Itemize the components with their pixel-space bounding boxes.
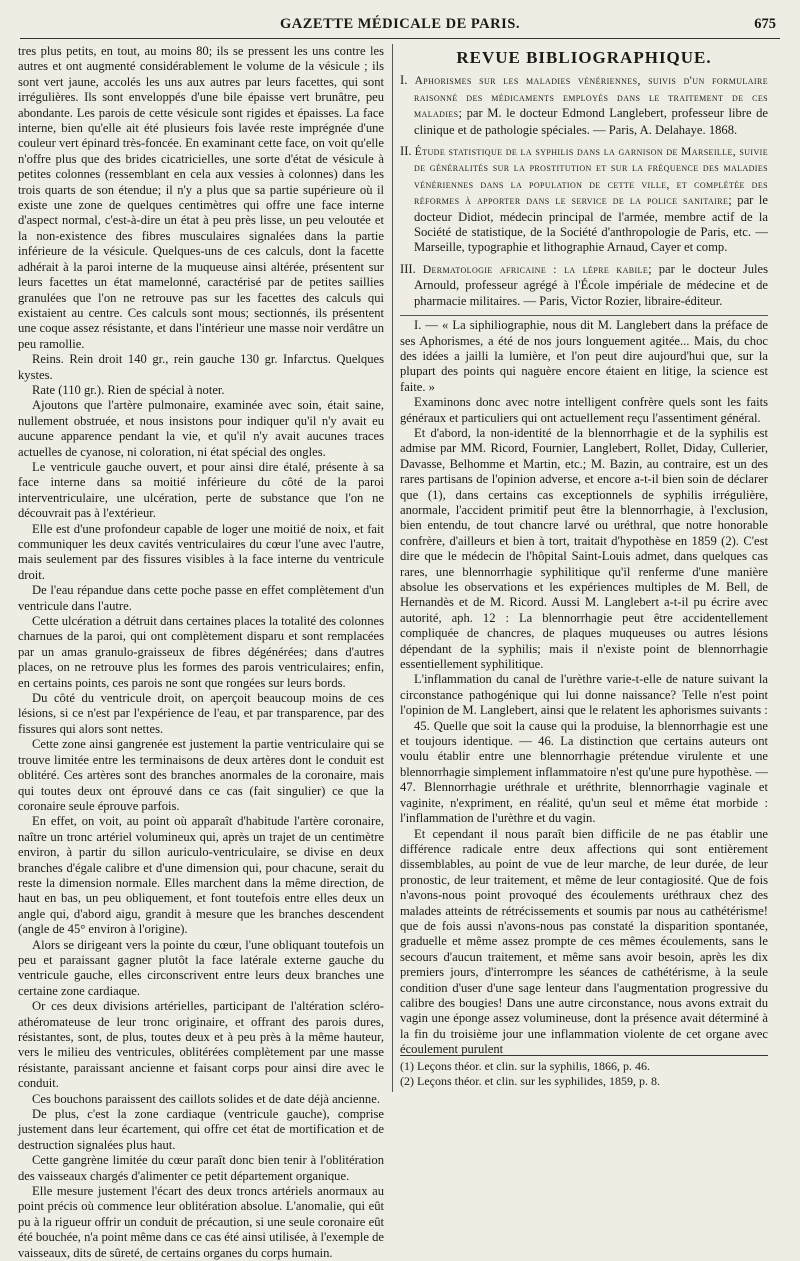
bib-details: ; par le docteur Didiot, médecin principal de l'armée, membre actif de la Société de statistique, de la Société d'anthropologie de Paris, etc. — Marseille, typographie et lithographie Arnaud, Cayer et comp. [414, 193, 768, 255]
bib-title: Aphorismes sur les maladies vénériennes, suivis d'un formulaire raisonné des médicaments employés dans le traitement de ces maladies [414, 75, 768, 121]
bib-details: ; par M. le docteur Edmond Langlebert, professeur libre de clinique et de pathologie spéciales. — Paris, A. Delahaye. 1868. [414, 106, 768, 137]
paragraph: Elle mesure justement l'écart des deux troncs artériels anormaux au point précis où commence leur oblitération absolue. L'anomalie, qui eût pu à la rigueur offrir un conduit de précaution, si une seule coronaire eût été bouchée, n'a point même dans ce cas été ainsi utilisée, à l'exemple de vaisseaux, dits de sûreté, de certains organes du corps humain. [18, 1184, 384, 1260]
bib-title: Étude statistique de la syphilis dans la garnison de Marseille, suivie de généralités sur la prostitution et sur la fréquence des maladies vénériennes dans la population de cette ville, et complétée des réformes à apporter dans le service de la police sanitaire [414, 146, 768, 208]
paragraph: Le ventricule gauche ouvert, et pour ainsi dire étalé, présente à sa face interne dans sa moitié inférieure du côté de la paroi interventriculaire, une ulcération, perte de substance que l'on ne découvrait pas à l'extérieur. [18, 459, 384, 521]
section-rule [400, 315, 768, 316]
paragraph: Elle est d'une profondeur capable de loger une moitié de noix, et fait communiquer les deux cavités ventriculaires du cœur l'une avec l'autre, mais seulement par des fissures visibles à la face interne du ventricule droit. [18, 521, 384, 582]
bibliography-entry [400, 144, 768, 256]
bibliography-entry [400, 262, 768, 309]
paragraph: Examinons donc avec notre intelligent confrère quels sont les faits généraux et particuliers qui ont actuellement reçu l'assentiment général. [400, 395, 768, 425]
footnote: (1) Leçons théor. et clin. sur la syphilis, 1866, p. 46. [400, 1059, 650, 1073]
right-column [400, 44, 769, 1057]
footnote: (2) Leçons théor. et clin. sur les syphilides, 1859, p. 8. [400, 1073, 660, 1088]
paragraph: En effet, on voit, au point où apparaît d'habitude l'artère coronaire, naître un tronc artériel volumineux qui, après un trajet de un centimètre environ, à partir du sillon auriculo-ventriculaire, se divise en deux branches d'égale calibre et d'une dimension qui, pour chacune, serait du reste la dimension normale. Elles marchent dans la même direction, de haut en bas, un peu obliquement, et font toutefois entre elles deux un angle qui, d'abord aigu, grandit à mesure que les branches descendent (angle de 45° environ à l'origine). [18, 814, 384, 937]
page-header [20, 14, 780, 39]
paragraph: 45. Quelle que soit la cause qui la produise, la blennorrhagie est une et toujours identique. — 46. La distinction que certains auteurs ont voulu établir entre une blennorrhagie prétendue virulente et une blennorrhagie simplement inflammatoire n'est qu'une pure hypothèse. — 47. Blennorrhagie uréthrale et uréthrite, blennorrhagie vaginale et vaginite, n'expriment, en réalité, qu'un seul et même état morbide : l'inflammation de l'urèthre et du vagin. [400, 718, 768, 826]
page-number: 675 [754, 16, 776, 32]
paragraph: Du côté du ventricule droit, on aperçoit beaucoup moins de ces lésions, si ce n'est par l'expérience de l'eau, et par transparence, par des fissures qui alors sont nettes. [18, 691, 384, 736]
paragraph: Alors se dirigeant vers la pointe du cœur, l'une obliquant toutefois un peu et paraissant gagner plutôt la face latérale externe gauche du ventricule gauche, elles circonscrivent entre leurs deux branches une certaine zone cardiaque. [18, 937, 384, 998]
running-title: GAZETTE MÉDICALE DE PARIS. [280, 16, 520, 32]
bib-details: ; par le docteur Jules Arnould, professeur agrégé à l'École impériale de médecine et de pharmacie militaires. — Paris, Victor Rozier, libraire-éditeur. [414, 261, 769, 308]
column-divider [392, 44, 393, 1092]
paragraph: De l'eau répandue dans cette poche passe en effet complètement d'un ventricule dans l'autre. [18, 583, 384, 613]
bib-title: Dermatologie africaine : la lèpre kabile [422, 263, 649, 276]
paragraph: Et cependant il nous paraît bien difficile de ne pas établir une différence radicale entre deux affections qui sont entièrement dissemblables, au point de vue de leur marche, de leur durée, de leur pronostic, de leur traitement, et même de leur contagiosité. Que de fois n'avons-nous point provoqué des écoulements uréthraux chez des malades atteints de rétrécissements et soumis par nous au cathétérisme! que de fois aussi n'avons-nous pas constaté la disparition spontanée, graduelle et même assez prompte de ces mêmes écoulements, sans le secours d'aucun traitement, et même sans avoir besoin, après les dix premiers jours, d'interrompre les séances de cathétérisme, à la seule condition d'user d'une sage lenteur dans l'augmentation progressive du calibre des bougies! Dans une autre circonstance, nous avons extrait du vagin une éponge assez volumineuse, dont la présence avait déterminé à la fin du troisième jour une inflammation violente de cet organe avec écoulement purulent [400, 826, 768, 1057]
paragraph: L'inflammation du canal de l'urèthre varie-t-elle de nature suivant la circonstance pathogénique qui lui donne naissance? Telle n'est point l'opinion de M. Langlebert, ainsi que le relatent les aphorismes suivants : [400, 672, 768, 718]
paragraph: I. — « La siphiliographie, nous dit M. Langlebert dans la préface de ses Aphorismes, a été de nos jours longuement agitée... Mais, du choc des idées a jailli la lumière, et l'on peut dire aujourd'hui que, sur la plupart des points qui naguère encore étaient en litige, la science est faite. » [400, 318, 768, 394]
paragraph: Et d'abord, la non-identité de la blennorrhagie et de la syphilis est admise par MM. Ricord, Fournier, Langlebert, Rollet, Diday, Cullerier, Davasse, Belhomme et Martin, etc.; M. Bazin, au contraire, est un des rares partisans de l'opinion adverse, et encore a-t-il bien soin de déclarer que (1), dans certains cas exceptionnels de syphilis irrégulière, anormale, l'accident primitif peut être la blennorrhagie, à l'exclusion, bien entendu, de tout chancre larvé ou uréthral, que notre honorable confrère, d'ailleurs et bien à tort, traitait d'hypothèse en 1859 (2). C'est dire que le médecin de l'hôpital Saint-Louis admet, dans quelques cas rares, une blennorrhagie syphilitique qu'il renferme d'une manière absolue les observations et les expériences multiples de M. Bell, de Hernandès et de M. Ricord. Aussi M. Langlebert a-t-il pu écrire avec autorité, aph. 12 : La blennorrhagie peut être accidentellement compliquée de chancres, de plaques muqueuses ou autres lésions dépendant de la syphilis; mais il n'existe point de blennorrhagie essentiellement syphilitique. [400, 425, 768, 672]
paragraph: Rate (110 gr.). Rien de spécial à noter. [32, 382, 225, 397]
paragraph: De plus, c'est la zone cardiaque (ventricule gauche), comprise justement dans leur écartement, qui offre cet état de mortification et de destruction signalées plus haut. [18, 1107, 384, 1152]
paragraph: tres plus petits, en tout, au moins 80; ils se pressent les uns contre les autres et ont augmenté considérablement le volume de la vésicule ; ils sont vert jaune, accolés les uns aux autres par leurs facettes, qui sont irrégulières. Ils sont enveloppés d'une bile épaisse vert brunâtre, peu abondante. Les parois de cette vésicule sont rigides et épaisses. La face interne, bien qu'elle ait été plusieurs fois lavée reste imprégnée d'une couleur vert épinard très-foncée. En examinant cette face, on voit qu'elle n'offre plus que des brides cicatricielles, une sorte d'état de vésicule à petites colonnes (ressemblant en cela aux vessies à colonnes) dans les trois quarts de son étendue; il n'y a plus que sa partie supérieure où il existe une zone de quelques centimètres qui offre une face interne d'aspect normal, c'est-à-dire un état à peu près lisse, un peu veloutée et la non-existence des fibres musculaires signalées dans la partie inférieure de la vésicule. Quelques-uns de ces calculs, dont la facette adhérait à la paroi interne de la muqueuse ainsi altérée, présentent sur leurs facettes un état mamelonné, caractérisé par de petites saillies granulées que l'on ne retrouve pas sur les facettes des calculs qui existaient au centre. Ces calculs sont mous; sectionnés, ils présentent une coque assez résistante, et dans l'intérieur une masse noir verdâtre un peu ramollie. [18, 44, 384, 351]
paragraph: Ces bouchons paraissent des caillots solides et de date déjà ancienne. [32, 1091, 380, 1106]
section-title: REVUE BIBLIOGRAPHIQUE. [456, 48, 712, 67]
bib-number: I. [400, 73, 408, 88]
bib-number: III. [400, 261, 416, 276]
bib-number: II. [400, 144, 412, 159]
paragraph: Ajoutons que l'artère pulmonaire, examinée avec soin, était saine, nullement obstruée, et nous insistons pour indiquer qu'il n'y avait eu aucune apparence pendant la vie, et qu'il n'y avait aucunes traces actuelles de cyanose, ni coloration, ni état spécial des ongles. [18, 398, 384, 459]
bibliography-entry [400, 73, 768, 138]
paragraph: Cette zone ainsi gangrenée est justement la partie ventriculaire qui se trouve limitée entre les terminaisons de deux artères dont le conduit est oblitéré. Ces artères sont des branches anormales de la coronaire, mais qui toutes deux ont éprouvé dans ce cas (fait singulier) ce que la coronaire seule éprouve parfois. [18, 737, 384, 813]
footnotes [400, 1055, 768, 1088]
left-column [18, 44, 384, 1260]
paragraph: Or ces deux divisions artérielles, participant de l'altération scléro-athéromateuse de leur tronc originaire, et offrant des parois dures, résistantes, sont, de plus, toutes deux et à peu près à la même hauteur, vers le milieu des ventricules, oblitérées complètement par une masse résistante, paraissant ancienne et faisant corps pour ainsi dire avec le conduit. [18, 999, 384, 1091]
paragraph: Cette ulcération a détruit dans certaines places la totalité des colonnes charnues de la paroi, qui ont complètement disparu et sont remplacées par un amas granulo-graisseux de fibres dégénérées; dans d'autres places, on ne retrouve plus les formes des parois ventriculaires; enfin, en certains points, ces parois ne sont que rongées sur leurs bords. [18, 614, 384, 690]
paragraph: Reins. Rein droit 140 gr., rein gauche 130 gr. Infarctus. Quelques kystes. [18, 352, 384, 382]
paragraph: Cette gangrène limitée du cœur paraît donc bien tenir à l'oblitération des vaisseaux chargés d'alimenter ce petit département organique. [18, 1153, 384, 1183]
